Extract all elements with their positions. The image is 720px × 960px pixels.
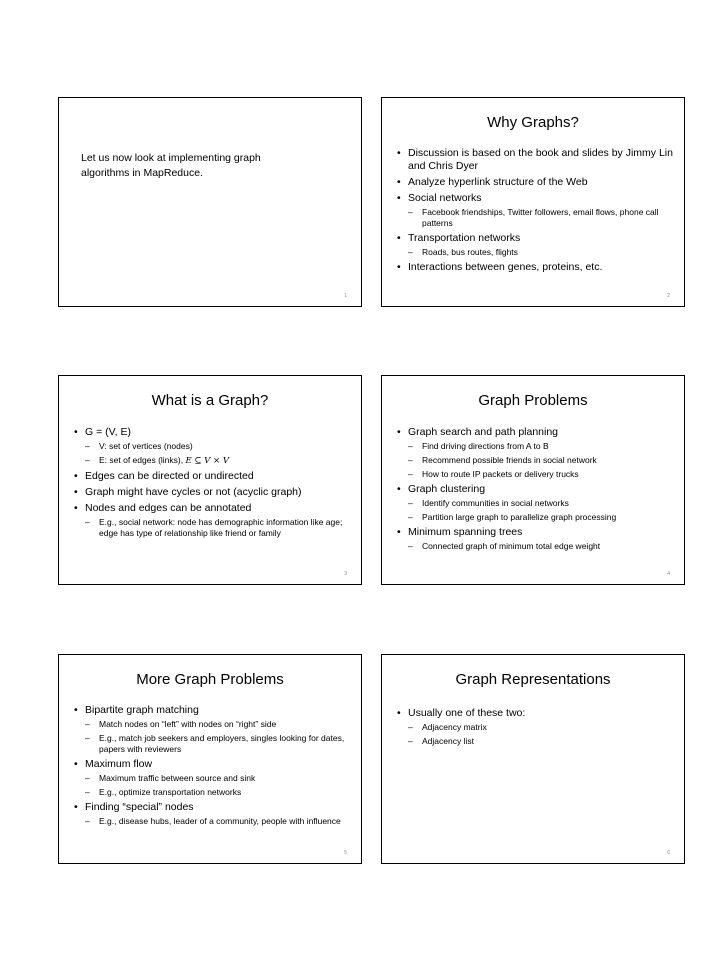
slide-title: What is a Graph? [151,392,269,409]
sub-bullet: – How to route IP packets or delivery trucks [408,469,676,480]
bullet-list [59,704,353,830]
slide-1-text: Let us now look at implementing graph algorithms in MapReduce. [81,152,261,179]
slide-number: 1 [344,293,347,299]
bullet-list [382,147,676,277]
sub-bullet: – E.g., match job seekers and employers, singles looking for dates, papers with reviewers [85,733,353,755]
bullet: • Bipartite graph matching – Match nodes on “left” with nodes on “right” side – E.g., match job seekers and employers, singles looking for dates, papers with reviewers [59,704,353,755]
sub-bullet: – E.g., disease hubs, leader of a community, people with influence [85,816,353,827]
sub-bullet: – Recommend possible friends in social network [408,455,676,466]
sub-bullet: – Adjacency matrix [408,722,676,733]
sub-bullet: – Identify communities in social networks [408,498,676,509]
sub-bullet: – E.g., social network: node has demographic information like age; edge has type of relationship like friend or family [85,517,353,539]
sub-bullet: – Find driving directions from A to B [408,441,676,452]
slide-title: Why Graphs? [487,114,579,131]
sub-bullet: – Connected graph of minimum total edge weight [408,541,676,552]
bullet: • Usually one of these two: – Adjacency matrix – Adjacency list [382,707,676,747]
sub-bullet: – Adjacency list [408,736,676,747]
bullet-list [382,707,676,750]
bullet: • Social networks – Facebook friendships, Twitter followers, email flows, phone call patterns [382,192,676,229]
sub-bullet: – Roads, bus routes, flights [408,247,676,258]
slide-4 [381,375,685,585]
sub-bullet: – E.g., optimize transportation networks [85,787,353,798]
bullet: • Edges can be directed or undirected [59,470,353,483]
slide-number: 2 [667,293,670,299]
slide-title: Graph Representations [455,671,611,688]
bullet: • Nodes and edges can be annotated – E.g., social network: node has demographic information like age; edge has type of relationship like friend or family [59,502,353,539]
sub-bullet: – Maximum traffic between source and sink [85,773,353,784]
bullet-list [382,426,676,555]
sub-bullet: – Match nodes on “left” with nodes on “right” side [85,719,353,730]
sub-bullet: – Partition large graph to parallelize graph processing [408,512,676,523]
bullet-list [59,426,353,542]
bullet: • Graph might have cycles or not (acyclic graph) [59,486,353,499]
edge-set-formula: E ⊆ V × V [185,456,229,466]
bullet: • Interactions between genes, proteins, etc. [382,261,676,274]
bullet: • Minimum spanning trees – Connected graph of minimum total edge weight [382,526,676,552]
bullet: • Graph search and path planning – Find driving directions from A to B – Recommend possible friends in social network – How to route IP packets or delivery trucks [382,426,676,480]
slide-3 [58,375,362,585]
bullet: • G = (V, E) – V: set of vertices (nodes) – E: set of edges (links), E ⊆ V × V [59,426,353,467]
bullet: • Discussion is based on the book and slides by Jimmy Lin and Chris Dyer [382,147,676,173]
slide-6 [381,654,685,864]
slide-5 [58,654,362,864]
bullet: • Graph clustering – Identify communities in social networks – Partition large graph to parallelize graph processing [382,483,676,523]
sub-bullet: – V: set of vertices (nodes) [85,441,353,452]
slide-number: 3 [344,571,347,577]
bullet: • Transportation networks – Roads, bus routes, flights [382,232,676,258]
slide-2 [381,97,685,307]
bullet: • Analyze hyperlink structure of the Web [382,176,676,189]
slide-number: 5 [344,850,347,856]
bullet: • Maximum flow – Maximum traffic between source and sink – E.g., optimize transportation networks [59,758,353,798]
slide-number: 6 [667,850,670,856]
slide-title: Graph Problems [478,392,588,409]
slide-1 [58,97,362,307]
slide-title: More Graph Problems [136,671,284,688]
sub-bullet: – E: set of edges (links), E ⊆ V × V [85,455,353,467]
sub-bullet: – Facebook friendships, Twitter followers, email flows, phone call patterns [408,207,676,229]
bullet: • Finding “special” nodes – E.g., disease hubs, leader of a community, people with influence [59,801,353,827]
slide-number: 4 [667,571,670,577]
